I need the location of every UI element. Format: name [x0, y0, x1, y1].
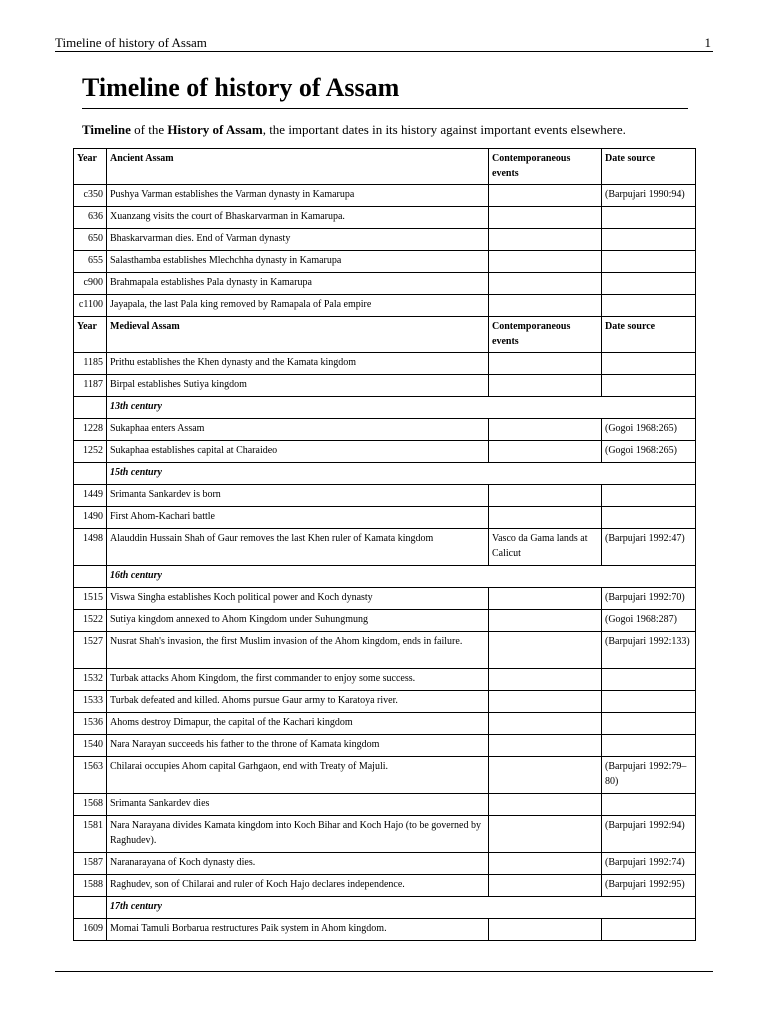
row-date-source: [602, 691, 696, 713]
row-year: 1581: [74, 816, 107, 853]
header-event: Medieval Assam: [107, 317, 489, 353]
row-date-source: (Barpujari 1992:133): [602, 632, 696, 669]
row-date-source: [602, 207, 696, 229]
row-event: Naranarayana of Koch dynasty dies.: [107, 853, 489, 875]
row-year: 1522: [74, 610, 107, 632]
header-contemporaneous: Contemporaneous events: [489, 149, 602, 185]
row-year: 1187: [74, 375, 107, 397]
header-year: Year: [74, 317, 107, 353]
row-event: Nara Narayan succeeds his father to the throne of Kamata kingdom: [107, 735, 489, 757]
row-contemporaneous: [489, 185, 602, 207]
header-event: Ancient Assam: [107, 149, 489, 185]
row-date-source: [602, 375, 696, 397]
row-contemporaneous: [489, 588, 602, 610]
table-row: [74, 353, 696, 375]
row-contemporaneous: [489, 485, 602, 507]
century-label: 17th century: [107, 897, 696, 919]
row-contemporaneous: [489, 441, 602, 463]
row-contemporaneous: [489, 375, 602, 397]
table-row: [74, 529, 696, 566]
row-date-source: [602, 919, 696, 941]
table-row: [74, 251, 696, 273]
header-date-source: Date source: [602, 317, 696, 353]
century-label: 13th century: [107, 397, 696, 419]
row-date-source: (Barpujari 1992:74): [602, 853, 696, 875]
row-year: 655: [74, 251, 107, 273]
row-year: c350: [74, 185, 107, 207]
row-year: 1568: [74, 794, 107, 816]
row-date-source: [602, 295, 696, 317]
table-row: [74, 485, 696, 507]
row-year: 1252: [74, 441, 107, 463]
running-header-title: Timeline of history of Assam: [55, 35, 207, 50]
row-event: Salasthamba establishes Mlechchha dynasty in Kamarupa: [107, 251, 489, 273]
table-row: [74, 853, 696, 875]
row-event: Brahmapala establishes Pala dynasty in Kamarupa: [107, 273, 489, 295]
row-event: Sukaphaa establishes capital at Charaideo: [107, 441, 489, 463]
century-row: [74, 897, 696, 919]
row-event: Ahoms destroy Dimapur, the capital of the Kachari kingdom: [107, 713, 489, 735]
row-date-source: (Barpujari 1992:79–80): [602, 757, 696, 794]
table-header-row: [74, 149, 696, 185]
row-year: 1449: [74, 485, 107, 507]
footer-rule: [55, 971, 713, 972]
row-event: Birpal establishes Sutiya kingdom: [107, 375, 489, 397]
table-header-row: [74, 317, 696, 353]
row-contemporaneous: [489, 207, 602, 229]
row-event: Xuanzang visits the court of Bhaskarvarman in Kamarupa.: [107, 207, 489, 229]
row-date-source: (Barpujari 1992:95): [602, 875, 696, 897]
row-year: 1609: [74, 919, 107, 941]
intro-text-1: of the: [130, 122, 168, 137]
row-date-source: [602, 229, 696, 251]
row-contemporaneous: [489, 610, 602, 632]
century-spacer: [74, 463, 107, 485]
century-row: [74, 463, 696, 485]
row-event: Bhaskarvarman dies. End of Varman dynasty: [107, 229, 489, 251]
row-contemporaneous: [489, 229, 602, 251]
row-contemporaneous: [489, 816, 602, 853]
row-event: Raghudev, son of Chilarai and ruler of Koch Hajo declares independence.: [107, 875, 489, 897]
table-row: [74, 735, 696, 757]
row-contemporaneous: [489, 875, 602, 897]
row-event: Nara Narayana divides Kamata kingdom into Koch Bihar and Koch Hajo (to be governed by Raghudev).: [107, 816, 489, 853]
century-label: 15th century: [107, 463, 696, 485]
table-row: [74, 919, 696, 941]
row-event: Alauddin Hussain Shah of Gaur removes the last Khen ruler of Kamata kingdom: [107, 529, 489, 566]
century-label: 16th century: [107, 566, 696, 588]
row-contemporaneous: [489, 691, 602, 713]
row-year: 1490: [74, 507, 107, 529]
row-year: 1532: [74, 669, 107, 691]
table-row: [74, 507, 696, 529]
row-date-source: [602, 735, 696, 757]
row-event: Prithu establishes the Khen dynasty and the Kamata kingdom: [107, 353, 489, 375]
page-title: Timeline of history of Assam: [82, 72, 688, 109]
table-row: [74, 295, 696, 317]
row-date-source: (Barpujari 1992:47): [602, 529, 696, 566]
row-contemporaneous: [489, 295, 602, 317]
row-year: 1588: [74, 875, 107, 897]
table-row: [74, 816, 696, 853]
row-event: Sutiya kingdom annexed to Ahom Kingdom under Suhungmung: [107, 610, 489, 632]
row-date-source: [602, 669, 696, 691]
row-date-source: [602, 507, 696, 529]
row-year: 1185: [74, 353, 107, 375]
row-year: 650: [74, 229, 107, 251]
row-date-source: (Gogoi 1968:265): [602, 419, 696, 441]
table-row: [74, 588, 696, 610]
row-date-source: (Gogoi 1968:265): [602, 441, 696, 463]
row-contemporaneous: [489, 713, 602, 735]
row-contemporaneous: [489, 853, 602, 875]
table-row: [74, 375, 696, 397]
row-contemporaneous: [489, 919, 602, 941]
intro-link-timeline[interactable]: Timeline: [82, 122, 131, 137]
row-year: c1100: [74, 295, 107, 317]
row-event: First Ahom-Kachari battle: [107, 507, 489, 529]
row-year: c900: [74, 273, 107, 295]
row-event: Turbak defeated and killed. Ahoms pursue Gaur army to Karatoya river.: [107, 691, 489, 713]
row-event: Pushya Varman establishes the Varman dynasty in Kamarupa: [107, 185, 489, 207]
row-contemporaneous: Vasco da Gama lands at Calicut: [489, 529, 602, 566]
row-contemporaneous: [489, 735, 602, 757]
row-year: 1533: [74, 691, 107, 713]
row-year: 636: [74, 207, 107, 229]
row-date-source: (Barpujari 1992:94): [602, 816, 696, 853]
header-contemporaneous: Contemporaneous events: [489, 317, 602, 353]
row-event: Viswa Singha establishes Koch political power and Koch dynasty: [107, 588, 489, 610]
row-event: Chilarai occupies Ahom capital Garhgaon, end with Treaty of Majuli.: [107, 757, 489, 794]
intro-paragraph: [82, 122, 688, 138]
table-row: [74, 419, 696, 441]
running-header: [55, 36, 713, 52]
row-year: 1527: [74, 632, 107, 669]
row-date-source: [602, 713, 696, 735]
row-date-source: (Gogoi 1968:287): [602, 610, 696, 632]
row-year: 1587: [74, 853, 107, 875]
row-event: Momai Tamuli Borbarua restructures Paik system in Ahom kingdom.: [107, 919, 489, 941]
row-date-source: (Barpujari 1992:70): [602, 588, 696, 610]
table-row: [74, 794, 696, 816]
row-contemporaneous: [489, 669, 602, 691]
intro-text-2: , the important dates in its history against important events elsewhere.: [262, 122, 626, 137]
row-date-source: [602, 353, 696, 375]
row-year: 1228: [74, 419, 107, 441]
table-row: [74, 441, 696, 463]
table-row: [74, 669, 696, 691]
table-row: [74, 229, 696, 251]
row-year: 1536: [74, 713, 107, 735]
row-contemporaneous: [489, 353, 602, 375]
row-contemporaneous: [489, 251, 602, 273]
row-contemporaneous: [489, 507, 602, 529]
table-row: [74, 757, 696, 794]
row-event: Turbak attacks Ahom Kingdom, the first commander to enjoy some success.: [107, 669, 489, 691]
row-year: 1498: [74, 529, 107, 566]
table-row: [74, 875, 696, 897]
row-date-source: [602, 794, 696, 816]
table-row: [74, 691, 696, 713]
row-year: 1563: [74, 757, 107, 794]
table-row: [74, 273, 696, 295]
row-contemporaneous: [489, 632, 602, 669]
row-year: 1540: [74, 735, 107, 757]
row-date-source: [602, 485, 696, 507]
header-date-source: Date source: [602, 149, 696, 185]
century-spacer: [74, 566, 107, 588]
row-event: Nusrat Shah's invasion, the first Muslim invasion of the Ahom kingdom, ends in failure.: [107, 632, 489, 669]
table-row: [74, 185, 696, 207]
row-contemporaneous: [489, 794, 602, 816]
row-date-source: (Barpujari 1990:94): [602, 185, 696, 207]
row-contemporaneous: [489, 757, 602, 794]
row-date-source: [602, 251, 696, 273]
century-row: [74, 566, 696, 588]
century-row: [74, 397, 696, 419]
table-row: [74, 610, 696, 632]
row-date-source: [602, 273, 696, 295]
intro-link-history[interactable]: History of Assam: [167, 122, 263, 137]
table-row: [74, 207, 696, 229]
row-event: Sukaphaa enters Assam: [107, 419, 489, 441]
row-event: Srimanta Sankardev dies: [107, 794, 489, 816]
header-year: Year: [74, 149, 107, 185]
page-number: 1: [704, 35, 711, 50]
row-year: 1515: [74, 588, 107, 610]
century-spacer: [74, 397, 107, 419]
row-event: Srimanta Sankardev is born: [107, 485, 489, 507]
row-contemporaneous: [489, 273, 602, 295]
timeline-table: [73, 148, 696, 941]
row-event: Jayapala, the last Pala king removed by Ramapala of Pala empire: [107, 295, 489, 317]
century-spacer: [74, 897, 107, 919]
row-contemporaneous: [489, 419, 602, 441]
table-row: [74, 713, 696, 735]
table-row: [74, 632, 696, 669]
